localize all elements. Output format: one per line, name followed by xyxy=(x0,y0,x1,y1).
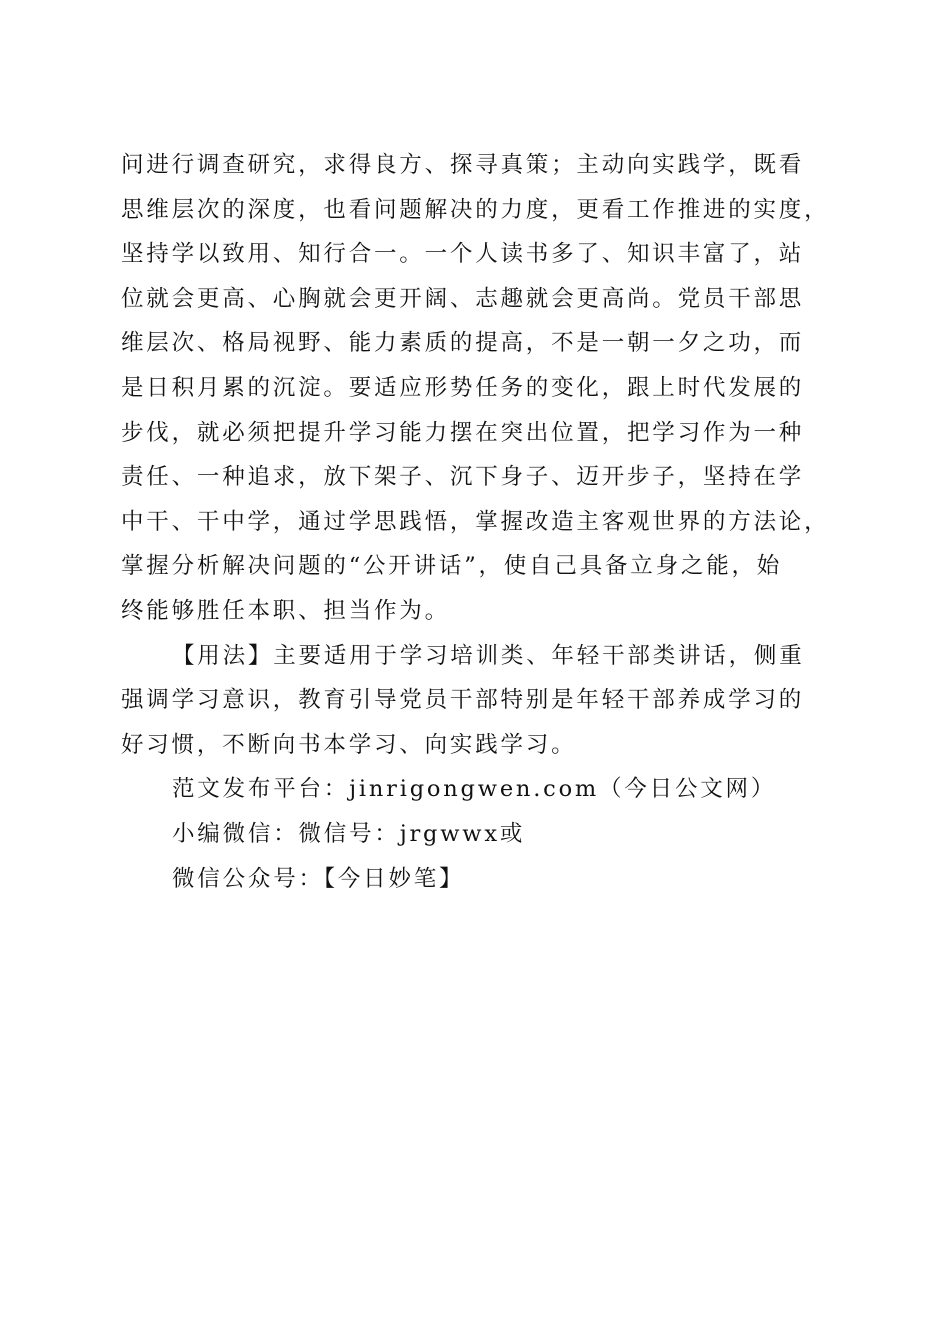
paragraph-line: 思维层次的深度，也看问题解决的力度，更看工作推进的实度， xyxy=(121,196,830,223)
paragraph-line: 责任、一种追求，放下架子、沉下身子、迈开步子，坚持在学 xyxy=(121,464,805,491)
footer-wechat: 小编微信：微信号：jrgwwx或 xyxy=(172,820,526,847)
paragraph-1 xyxy=(121,143,836,634)
paragraph-line: 步伐，就必须把提升学习能力摆在突出位置，把学习作为一种 xyxy=(121,419,805,446)
paragraph-line: 终能够胜任本职、担当作为。 xyxy=(121,597,450,624)
footer-official-account: 微信公众号：【今日妙笔】 xyxy=(172,865,465,892)
paragraph-line: 中干、干中学，通过学思践悟，掌握改造主客观世界的方法论， xyxy=(121,508,830,535)
paragraph-line: 掌握分析解决问题的“公开讲话”，使自己具备立身之能，始 xyxy=(121,553,783,580)
footer-info xyxy=(121,767,836,901)
paragraph-line: 是日积月累的沉淀。要适应形势任务的变化，跟上时代发展的 xyxy=(121,374,805,401)
paragraph-line: 维层次、格局视野、能力素质的提高，不是一朝一夕之功，而 xyxy=(121,330,805,357)
paragraph-usage xyxy=(121,634,836,768)
paragraph-line: 坚持学以致用、知行合一。一个人读书多了、知识丰富了，站 xyxy=(121,241,805,268)
paragraph-line: 【用法】主要适用于学习培训类、年轻干部类讲话，侧重 xyxy=(172,642,805,669)
paragraph-line: 好习惯，不断向书本学习、向实践学习。 xyxy=(121,731,577,758)
footer-platform: 范文发布平台：jinrigongwen.com（今日公文网） xyxy=(172,776,777,803)
paragraph-line: 强调学习意识，教育引导党员干部特别是年轻干部养成学习的 xyxy=(121,687,805,714)
document-body xyxy=(121,143,836,901)
paragraph-line: 位就会更高、心胸就会更开阔、志趣就会更高尚。党员干部思 xyxy=(121,285,805,312)
paragraph-line: 问进行调查研究，求得良方、探寻真策；主动向实践学，既看 xyxy=(121,152,805,178)
